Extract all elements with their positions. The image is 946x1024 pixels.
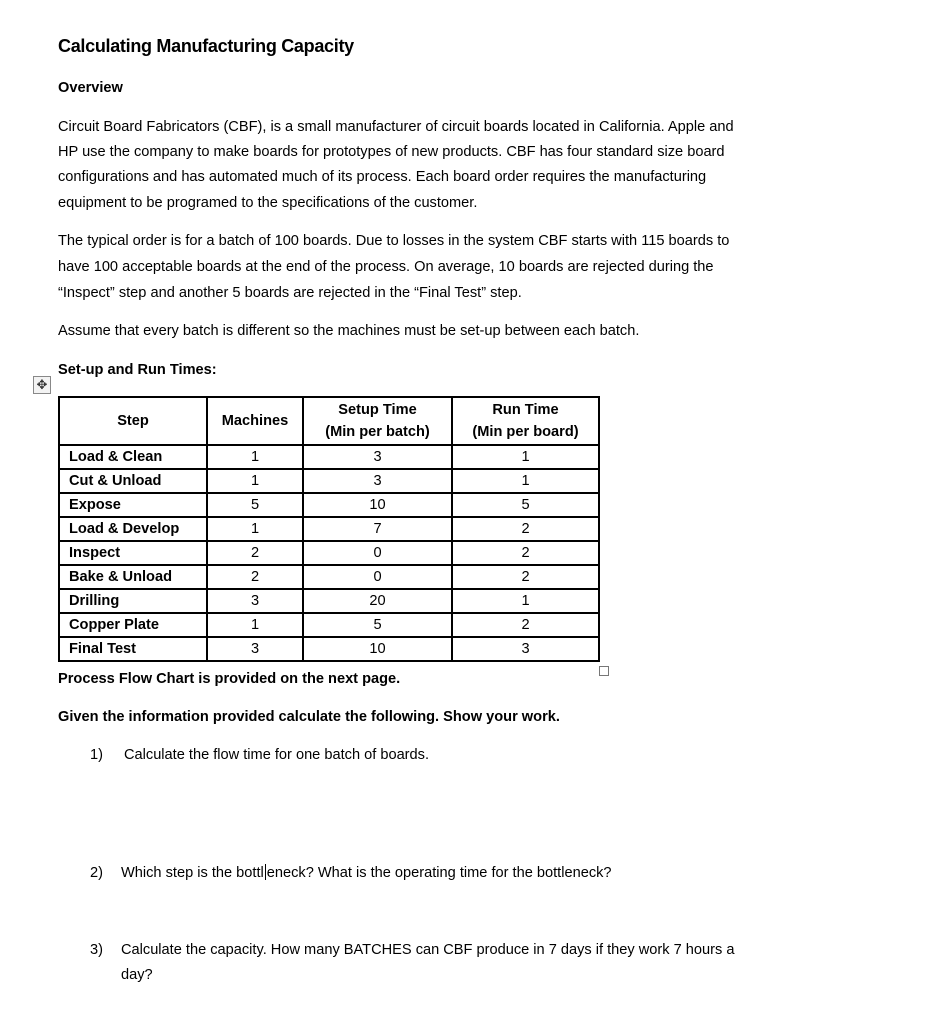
- table-row: [59, 589, 599, 613]
- cell-setup: 20: [303, 589, 452, 613]
- cell-step: Drilling: [59, 589, 207, 613]
- cell-step: Bake & Unload: [59, 565, 207, 589]
- cell-run: 1: [452, 469, 599, 493]
- cell-setup: 7: [303, 517, 452, 541]
- question-3-line: Calculate the capacity. How many BATCHES can CBF produce in 7 days if they work 7 hours a: [121, 942, 735, 958]
- paragraph-line: equipment to be programed to the specifications of the customer.: [58, 195, 478, 211]
- cell-run: 2: [452, 517, 599, 541]
- cell-machines: 1: [207, 469, 303, 493]
- paragraph-line: Assume that every batch is different so the machines must be set-up between each batch.: [58, 323, 640, 339]
- cell-run: 2: [452, 565, 599, 589]
- overview-heading: Overview: [58, 80, 123, 96]
- cell-step: Inspect: [59, 541, 207, 565]
- table-row: [59, 517, 599, 541]
- cell-run: 1: [452, 445, 599, 469]
- header-setup-time: Setup Time (Min per batch): [303, 397, 452, 445]
- cell-step: Load & Clean: [59, 445, 207, 469]
- cell-machines: 5: [207, 493, 303, 517]
- cell-machines: 2: [207, 541, 303, 565]
- page-title: Calculating Manufacturing Capacity: [58, 36, 354, 56]
- cell-step: Cut & Unload: [59, 469, 207, 493]
- cell-setup: 0: [303, 541, 452, 565]
- instructions: Given the information provided calculate the following. Show your work.: [58, 709, 560, 725]
- table-row: [59, 445, 599, 469]
- paragraph-line: The typical order is for a batch of 100 boards. Due to losses in the system CBF starts with 115 boards to: [58, 233, 730, 249]
- paragraph-line: configurations and has automated much of its process. Each board order requires the manufacturing: [58, 169, 707, 185]
- cell-run: 3: [452, 637, 599, 661]
- cell-step: Final Test: [59, 637, 207, 661]
- cell-run: 2: [452, 541, 599, 565]
- question-1: Calculate the flow time for one batch of boards.: [124, 747, 430, 763]
- header-run-time: Run Time (Min per board): [452, 397, 599, 445]
- cell-setup: 10: [303, 493, 452, 517]
- table-header-row: [59, 397, 599, 445]
- cell-run: 2: [452, 613, 599, 637]
- table-row: [59, 565, 599, 589]
- table-row: [59, 637, 599, 661]
- cell-step: Copper Plate: [59, 613, 207, 637]
- question-2: Which step is the bottl eneck? What is the operating time for the bottleneck?: [121, 865, 612, 881]
- table-row: [59, 469, 599, 493]
- cell-machines: 1: [207, 517, 303, 541]
- paragraph-line: “Inspect” step and another 5 boards are rejected in the “Final Test” step.: [58, 285, 522, 301]
- cell-setup: 3: [303, 445, 452, 469]
- cell-machines: 1: [207, 445, 303, 469]
- text-cursor: [265, 864, 266, 880]
- table-move-handle-icon[interactable]: ✥: [33, 376, 51, 394]
- cell-machines: 1: [207, 613, 303, 637]
- cell-setup: 3: [303, 469, 452, 493]
- paragraph-line: HP use the company to make boards for prototypes of new products. CBF has four standard size board: [58, 144, 725, 160]
- cell-setup: 10: [303, 637, 452, 661]
- question-3-line: day?: [121, 967, 153, 983]
- cell-run: 5: [452, 493, 599, 517]
- table-row: [59, 613, 599, 637]
- cell-step: Expose: [59, 493, 207, 517]
- cell-machines: 3: [207, 589, 303, 613]
- cell-machines: 3: [207, 637, 303, 661]
- cell-run: 1: [452, 589, 599, 613]
- setup-run-times-table: [58, 396, 600, 662]
- header-step: Step: [59, 397, 207, 445]
- table-heading: Set-up and Run Times:: [58, 362, 217, 378]
- header-machines: Machines: [207, 397, 303, 445]
- table-resize-handle[interactable]: [599, 666, 609, 676]
- question-number: 2): [90, 865, 103, 881]
- cell-setup: 0: [303, 565, 452, 589]
- cell-machines: 2: [207, 565, 303, 589]
- paragraph-line: Circuit Board Fabricators (CBF), is a small manufacturer of circuit boards located in California. Apple and: [58, 119, 734, 135]
- question-number: 1): [90, 747, 103, 763]
- cell-setup: 5: [303, 613, 452, 637]
- paragraph-line: have 100 acceptable boards at the end of the process. On average, 10 boards are rejected during the: [58, 259, 714, 275]
- flow-chart-note: Process Flow Chart is provided on the next page.: [58, 671, 401, 687]
- table-row: [59, 541, 599, 565]
- question-number: 3): [90, 942, 103, 958]
- table-row: [59, 493, 599, 517]
- cell-step: Load & Develop: [59, 517, 207, 541]
